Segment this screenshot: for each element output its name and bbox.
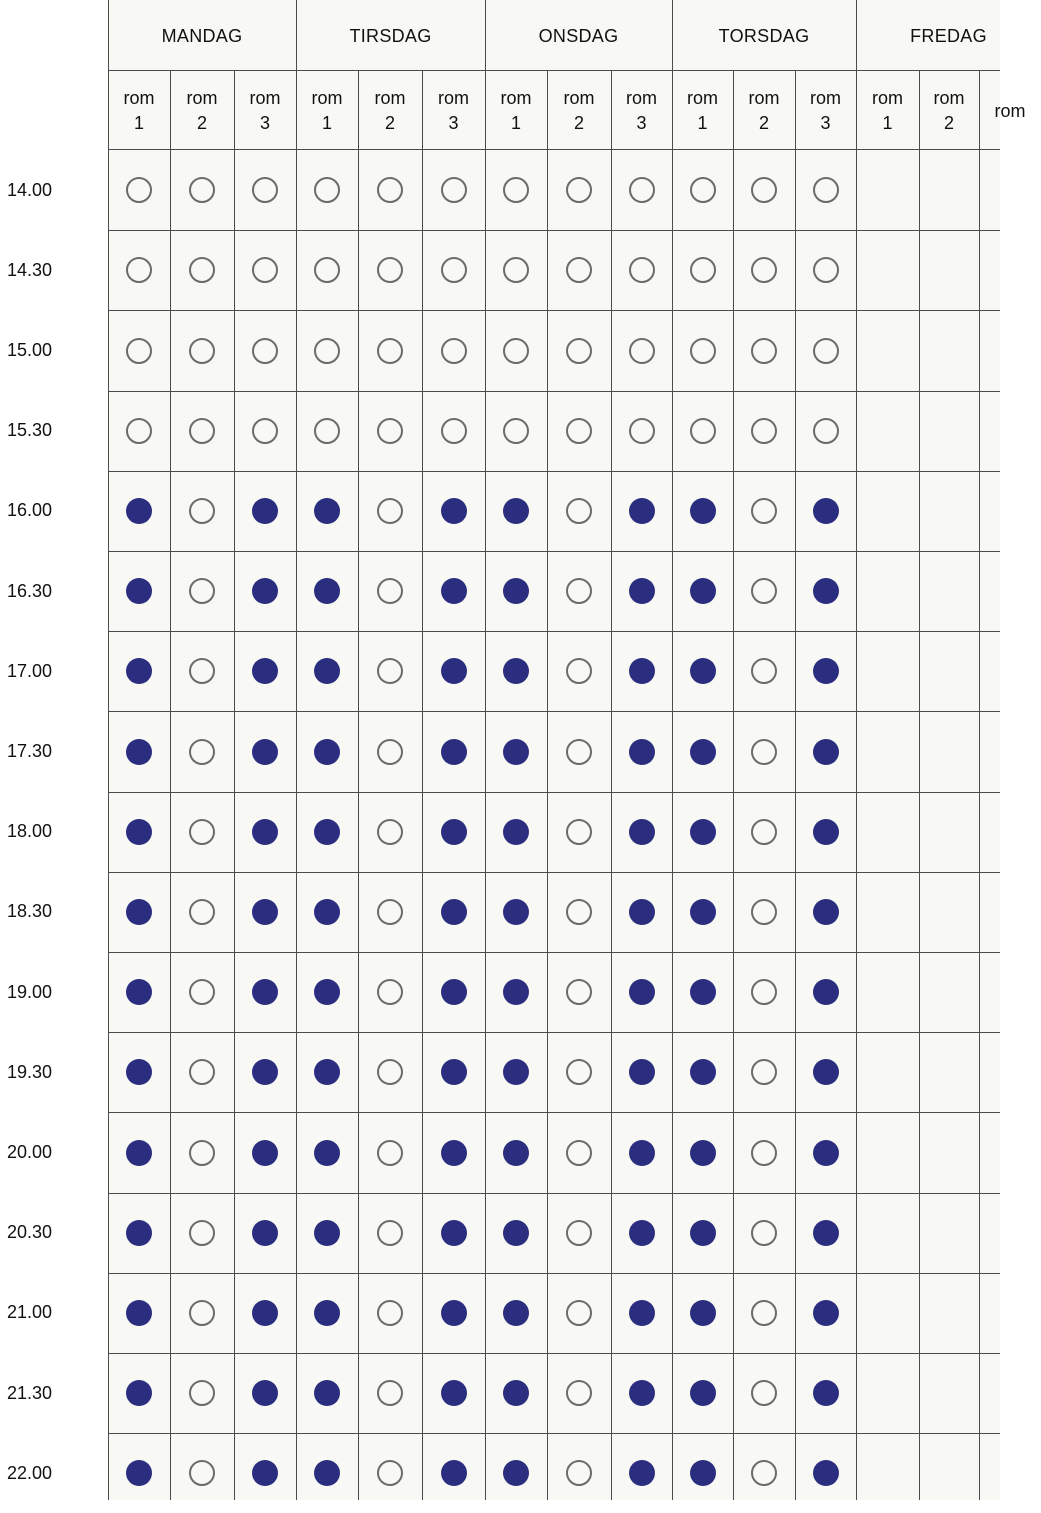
schedule-panel	[108, 0, 1000, 1500]
booked-slot-tirsdag-rom3[interactable]	[441, 1380, 467, 1406]
grid-row-divider	[108, 1193, 1000, 1194]
available-slot-torsdag-rom2[interactable]	[751, 177, 777, 203]
time-label: 14.30	[7, 259, 53, 280]
grid-row-divider	[108, 230, 1000, 231]
booked-slot-torsdag-rom3[interactable]	[813, 1220, 839, 1246]
time-label: 21.00	[7, 1302, 53, 1323]
room-header-fredag-2	[919, 72, 979, 150]
room-word: rom	[748, 88, 780, 108]
booked-slot-torsdag-rom3[interactable]	[813, 1300, 839, 1326]
booked-slot-onsdag-rom1[interactable]	[503, 1380, 529, 1406]
booked-slot-onsdag-rom3[interactable]	[629, 979, 655, 1005]
available-slot-onsdag-rom2[interactable]	[566, 1220, 592, 1246]
time-label: 16.30	[7, 580, 53, 601]
booked-slot-onsdag-rom1[interactable]	[503, 979, 529, 1005]
available-slot-torsdag-rom2[interactable]	[751, 899, 777, 925]
available-slot-onsdag-rom2[interactable]	[566, 1380, 592, 1406]
room-header-torsdag-3	[795, 72, 856, 150]
booked-slot-tirsdag-rom3[interactable]	[441, 1460, 467, 1486]
time-label: 18.00	[7, 821, 53, 842]
booked-slot-mandag-rom1[interactable]	[126, 1300, 152, 1326]
booked-slot-onsdag-rom1[interactable]	[503, 1300, 529, 1326]
room-word: rom	[249, 88, 281, 108]
time-label: 15.00	[7, 339, 53, 360]
booked-slot-torsdag-rom3[interactable]	[813, 1140, 839, 1166]
available-slot-onsdag-rom2[interactable]	[566, 177, 592, 203]
room-word: rom	[123, 88, 155, 108]
available-slot-mandag-rom1[interactable]	[126, 177, 152, 203]
booked-slot-torsdag-rom3[interactable]	[813, 739, 839, 765]
grid-row-divider	[108, 792, 1000, 793]
available-slot-tirsdag-rom2[interactable]	[377, 418, 403, 444]
booked-slot-onsdag-rom3[interactable]	[629, 819, 655, 845]
booked-slot-onsdag-rom1[interactable]	[503, 899, 529, 925]
room-number: 2	[196, 113, 207, 133]
available-slot-torsdag-rom1[interactable]	[690, 418, 716, 444]
grid-row-divider	[108, 872, 1000, 873]
available-slot-tirsdag-rom2[interactable]	[377, 899, 403, 925]
available-slot-torsdag-rom2[interactable]	[751, 418, 777, 444]
available-slot-torsdag-rom2[interactable]	[751, 739, 777, 765]
available-slot-torsdag-rom2[interactable]	[751, 979, 777, 1005]
booked-slot-torsdag-rom1[interactable]	[690, 1220, 716, 1246]
booked-slot-torsdag-rom1[interactable]	[690, 819, 716, 845]
available-slot-mandag-rom3[interactable]	[252, 418, 278, 444]
booked-slot-torsdag-rom1[interactable]	[690, 739, 716, 765]
room-number: 2	[573, 113, 584, 133]
available-slot-onsdag-rom2[interactable]	[566, 819, 592, 845]
booked-slot-onsdag-rom1[interactable]	[503, 1140, 529, 1166]
day-header-fredag: FREDAG	[910, 25, 987, 46]
booked-slot-torsdag-rom1[interactable]	[690, 1300, 716, 1326]
available-slot-mandag-rom3[interactable]	[252, 338, 278, 364]
grid-row-divider	[108, 711, 1000, 712]
booked-slot-tirsdag-rom1[interactable]	[314, 739, 340, 765]
available-slot-torsdag-rom1[interactable]	[690, 177, 716, 203]
room-column-divider	[547, 70, 548, 1500]
available-slot-tirsdag-rom1[interactable]	[314, 418, 340, 444]
booked-slot-mandag-rom1[interactable]	[126, 1220, 152, 1246]
booked-slot-tirsdag-rom3[interactable]	[441, 979, 467, 1005]
room-header-tirsdag-3	[422, 72, 485, 150]
available-slot-tirsdag-rom3[interactable]	[441, 177, 467, 203]
booked-slot-mandag-rom3[interactable]	[252, 1300, 278, 1326]
available-slot-torsdag-rom2[interactable]	[751, 1300, 777, 1326]
room-header-fredag-3	[979, 72, 1041, 150]
available-slot-torsdag-rom2[interactable]	[751, 578, 777, 604]
booked-slot-onsdag-rom3[interactable]	[629, 1140, 655, 1166]
booked-slot-tirsdag-rom3[interactable]	[441, 1140, 467, 1166]
booked-slot-mandag-rom1[interactable]	[126, 979, 152, 1005]
time-label: 15.30	[7, 420, 53, 441]
booked-slot-torsdag-rom1[interactable]	[690, 979, 716, 1005]
booked-slot-tirsdag-rom3[interactable]	[441, 1220, 467, 1246]
booked-slot-mandag-rom1[interactable]	[126, 819, 152, 845]
room-column-divider	[170, 70, 171, 1500]
booked-slot-onsdag-rom3[interactable]	[629, 498, 655, 524]
available-slot-tirsdag-rom2[interactable]	[377, 578, 403, 604]
room-word: rom	[500, 88, 532, 108]
room-word: rom	[186, 88, 218, 108]
booked-slot-mandag-rom1[interactable]	[126, 1140, 152, 1166]
booked-slot-tirsdag-rom1[interactable]	[314, 899, 340, 925]
available-slot-mandag-rom1[interactable]	[126, 338, 152, 364]
available-slot-tirsdag-rom1[interactable]	[314, 177, 340, 203]
day-header-torsdag: TORSDAG	[718, 25, 810, 46]
grid-row-divider	[108, 471, 1000, 472]
booked-slot-torsdag-rom1[interactable]	[690, 498, 716, 524]
room-header-onsdag-1	[485, 72, 547, 150]
booked-slot-torsdag-rom3[interactable]	[813, 1380, 839, 1406]
room-word: rom	[810, 88, 841, 108]
booked-slot-torsdag-rom3[interactable]	[813, 498, 839, 524]
booked-slot-tirsdag-rom1[interactable]	[314, 578, 340, 604]
available-slot-tirsdag-rom2[interactable]	[377, 739, 403, 765]
available-slot-onsdag-rom2[interactable]	[566, 1140, 592, 1166]
room-number: 2	[758, 113, 769, 133]
room-column-divider	[234, 70, 235, 1500]
booked-slot-tirsdag-rom3[interactable]	[441, 498, 467, 524]
time-label: 20.30	[7, 1222, 53, 1243]
available-slot-tirsdag-rom3[interactable]	[441, 418, 467, 444]
room-header-tirsdag-1	[296, 72, 358, 150]
available-slot-onsdag-rom3[interactable]	[629, 418, 655, 444]
available-slot-mandag-rom2[interactable]	[189, 979, 215, 1005]
booked-slot-onsdag-rom3[interactable]	[629, 1220, 655, 1246]
booked-slot-onsdag-rom1[interactable]	[503, 739, 529, 765]
available-slot-onsdag-rom2[interactable]	[566, 338, 592, 364]
booked-slot-tirsdag-rom3[interactable]	[441, 1300, 467, 1326]
booked-slot-tirsdag-rom1[interactable]	[314, 1380, 340, 1406]
room-column-divider	[611, 70, 612, 1500]
booked-slot-tirsdag-rom3[interactable]	[441, 578, 467, 604]
booked-slot-tirsdag-rom3[interactable]	[441, 899, 467, 925]
available-slot-tirsdag-rom2[interactable]	[377, 338, 403, 364]
available-slot-tirsdag-rom2[interactable]	[377, 1380, 403, 1406]
grid-row-divider	[108, 1032, 1000, 1033]
time-label: 20.00	[7, 1141, 53, 1162]
room-number: 1	[882, 113, 893, 133]
booked-slot-tirsdag-rom1[interactable]	[314, 1300, 340, 1326]
room-column-divider	[979, 70, 980, 1500]
available-slot-mandag-rom1[interactable]	[126, 418, 152, 444]
available-slot-tirsdag-rom2[interactable]	[377, 1300, 403, 1326]
booked-slot-tirsdag-rom1[interactable]	[314, 498, 340, 524]
day-column-divider	[485, 0, 486, 1500]
room-word: rom	[626, 88, 657, 108]
room-header-onsdag-3	[611, 72, 672, 150]
time-label: 16.00	[7, 500, 53, 521]
room-header-fredag-1	[856, 72, 919, 150]
room-number: 3	[259, 113, 270, 133]
available-slot-tirsdag-rom3[interactable]	[441, 338, 467, 364]
available-slot-onsdag-rom2[interactable]	[566, 739, 592, 765]
room-column-divider	[733, 70, 734, 1500]
grid-row-divider	[108, 1353, 1000, 1354]
booked-slot-torsdag-rom3[interactable]	[813, 1059, 839, 1085]
available-slot-mandag-rom2[interactable]	[189, 739, 215, 765]
booked-slot-onsdag-rom3[interactable]	[629, 1380, 655, 1406]
day-column-divider	[856, 0, 857, 1500]
room-number: 1	[510, 113, 521, 133]
available-slot-mandag-rom2[interactable]	[189, 578, 215, 604]
time-label: 22.00	[7, 1462, 53, 1483]
booked-slot-tirsdag-rom3[interactable]	[441, 819, 467, 845]
available-slot-mandag-rom2[interactable]	[189, 177, 215, 203]
room-header-mandag-1	[108, 72, 170, 150]
available-slot-tirsdag-rom3[interactable]	[441, 257, 467, 283]
available-slot-torsdag-rom3[interactable]	[813, 338, 839, 364]
booked-slot-tirsdag-rom3[interactable]	[441, 658, 467, 684]
booked-slot-onsdag-rom3[interactable]	[629, 739, 655, 765]
booked-slot-mandag-rom3[interactable]	[252, 979, 278, 1005]
available-slot-torsdag-rom3[interactable]	[813, 257, 839, 283]
day-header-onsdag: ONSDAG	[538, 25, 619, 46]
booked-slot-mandag-rom3[interactable]	[252, 1220, 278, 1246]
grid-row-divider	[108, 551, 1000, 552]
room-word: rom	[438, 88, 469, 108]
room-header-torsdag-1	[672, 72, 733, 150]
booked-slot-mandag-rom3[interactable]	[252, 1380, 278, 1406]
available-slot-onsdag-rom1[interactable]	[503, 418, 529, 444]
room-word: rom	[374, 88, 406, 108]
booked-slot-torsdag-rom3[interactable]	[813, 658, 839, 684]
available-slot-mandag-rom2[interactable]	[189, 1220, 215, 1246]
time-label: 18.30	[7, 901, 53, 922]
available-slot-onsdag-rom2[interactable]	[566, 1300, 592, 1326]
booked-slot-onsdag-rom1[interactable]	[503, 578, 529, 604]
available-slot-onsdag-rom1[interactable]	[503, 177, 529, 203]
booked-slot-torsdag-rom1[interactable]	[690, 658, 716, 684]
day-header-mandag: MANDAG	[161, 25, 243, 46]
available-slot-onsdag-rom3[interactable]	[629, 257, 655, 283]
booked-slot-mandag-rom3[interactable]	[252, 498, 278, 524]
room-number: 3	[820, 113, 831, 133]
available-slot-mandag-rom2[interactable]	[189, 498, 215, 524]
grid-row-divider	[108, 631, 1000, 632]
booked-slot-mandag-rom1[interactable]	[126, 739, 152, 765]
room-header-mandag-2	[170, 72, 234, 150]
grid-row-divider	[108, 1112, 1000, 1113]
booked-slot-mandag-rom1[interactable]	[126, 899, 152, 925]
booked-slot-mandag-rom1[interactable]	[126, 1380, 152, 1406]
available-slot-tirsdag-rom2[interactable]	[377, 498, 403, 524]
available-slot-tirsdag-rom1[interactable]	[314, 338, 340, 364]
available-slot-tirsdag-rom2[interactable]	[377, 1140, 403, 1166]
booked-slot-torsdag-rom1[interactable]	[690, 1460, 716, 1486]
booked-slot-torsdag-rom3[interactable]	[813, 979, 839, 1005]
booked-slot-torsdag-rom1[interactable]	[690, 578, 716, 604]
time-label: 19.00	[7, 981, 53, 1002]
available-slot-onsdag-rom2[interactable]	[566, 979, 592, 1005]
booked-slot-onsdag-rom1[interactable]	[503, 498, 529, 524]
booked-slot-tirsdag-rom1[interactable]	[314, 1220, 340, 1246]
day-header-tirsdag: TIRSDAG	[349, 25, 432, 46]
room-number: 1	[321, 113, 332, 133]
booked-slot-torsdag-rom3[interactable]	[813, 578, 839, 604]
booked-slot-mandag-rom3[interactable]	[252, 739, 278, 765]
booked-slot-tirsdag-rom3[interactable]	[441, 1059, 467, 1085]
room-number: 3	[636, 113, 647, 133]
grid-row-divider	[108, 1273, 1000, 1274]
day-column-divider	[108, 0, 109, 1500]
room-header-mandag-3	[234, 72, 296, 150]
day-column-divider	[296, 0, 297, 1500]
available-slot-onsdag-rom2[interactable]	[566, 498, 592, 524]
available-slot-torsdag-rom1[interactable]	[690, 257, 716, 283]
booked-slot-mandag-rom3[interactable]	[252, 899, 278, 925]
available-slot-onsdag-rom2[interactable]	[566, 578, 592, 604]
available-slot-torsdag-rom1[interactable]	[690, 338, 716, 364]
booked-slot-torsdag-rom1[interactable]	[690, 1380, 716, 1406]
available-slot-torsdag-rom3[interactable]	[813, 177, 839, 203]
available-slot-onsdag-rom3[interactable]	[629, 338, 655, 364]
available-slot-tirsdag-rom2[interactable]	[377, 979, 403, 1005]
booked-slot-torsdag-rom3[interactable]	[813, 899, 839, 925]
available-slot-mandag-rom2[interactable]	[189, 418, 215, 444]
booked-slot-mandag-rom1[interactable]	[126, 498, 152, 524]
room-column-divider	[795, 70, 796, 1500]
available-slot-torsdag-rom2[interactable]	[751, 1380, 777, 1406]
grid-row-divider	[108, 310, 1000, 311]
available-slot-mandag-rom2[interactable]	[189, 338, 215, 364]
booked-slot-onsdag-rom1[interactable]	[503, 1220, 529, 1246]
room-number: 1	[697, 113, 708, 133]
available-slot-tirsdag-rom2[interactable]	[377, 1220, 403, 1246]
room-word: rom	[687, 88, 718, 108]
room-column-divider	[422, 70, 423, 1500]
booked-slot-torsdag-rom1[interactable]	[690, 1140, 716, 1166]
booked-slot-torsdag-rom3[interactable]	[813, 1460, 839, 1486]
booked-slot-tirsdag-rom1[interactable]	[314, 1140, 340, 1166]
room-word: rom	[933, 88, 965, 108]
booked-slot-torsdag-rom3[interactable]	[813, 819, 839, 845]
available-slot-torsdag-rom2[interactable]	[751, 1140, 777, 1166]
room-word: rom	[563, 88, 595, 108]
available-slot-onsdag-rom2[interactable]	[566, 899, 592, 925]
booked-slot-tirsdag-rom1[interactable]	[314, 819, 340, 845]
available-slot-mandag-rom2[interactable]	[189, 1380, 215, 1406]
room-word: rom	[872, 88, 903, 108]
room-number: 2	[943, 113, 954, 133]
booked-slot-onsdag-rom3[interactable]	[629, 658, 655, 684]
time-label: 14.00	[7, 179, 53, 200]
booked-slot-tirsdag-rom1[interactable]	[314, 979, 340, 1005]
grid-row-divider	[108, 1433, 1000, 1434]
available-slot-onsdag-rom3[interactable]	[629, 177, 655, 203]
available-slot-tirsdag-rom2[interactable]	[377, 177, 403, 203]
booked-slot-onsdag-rom1[interactable]	[503, 819, 529, 845]
room-number: 3	[448, 113, 459, 133]
room-column-divider	[919, 70, 920, 1500]
room-word: rom	[311, 88, 343, 108]
available-slot-mandag-rom3[interactable]	[252, 177, 278, 203]
available-slot-mandag-rom2[interactable]	[189, 1140, 215, 1166]
booked-slot-onsdag-rom3[interactable]	[629, 899, 655, 925]
day-column-divider	[672, 0, 673, 1500]
booked-slot-mandag-rom1[interactable]	[126, 578, 152, 604]
booked-slot-tirsdag-rom3[interactable]	[441, 739, 467, 765]
booked-slot-mandag-rom3[interactable]	[252, 819, 278, 845]
booked-slot-torsdag-rom1[interactable]	[690, 899, 716, 925]
booked-slot-onsdag-rom3[interactable]	[629, 1460, 655, 1486]
booked-slot-onsdag-rom3[interactable]	[629, 1059, 655, 1085]
available-slot-mandag-rom2[interactable]	[189, 819, 215, 845]
room-word: rom	[994, 100, 1026, 121]
booked-slot-mandag-rom3[interactable]	[252, 578, 278, 604]
available-slot-torsdag-rom2[interactable]	[751, 498, 777, 524]
time-label: 17.00	[7, 660, 53, 681]
room-number: 1	[133, 113, 144, 133]
available-slot-onsdag-rom2[interactable]	[566, 418, 592, 444]
available-slot-torsdag-rom2[interactable]	[751, 1220, 777, 1246]
room-header-torsdag-2	[733, 72, 795, 150]
booked-slot-onsdag-rom3[interactable]	[629, 578, 655, 604]
time-label: 19.30	[7, 1061, 53, 1082]
grid-row-divider	[108, 391, 1000, 392]
available-slot-torsdag-rom2[interactable]	[751, 819, 777, 845]
room-header-tirsdag-2	[358, 72, 422, 150]
available-slot-mandag-rom2[interactable]	[189, 1300, 215, 1326]
available-slot-tirsdag-rom2[interactable]	[377, 819, 403, 845]
booked-slot-torsdag-rom1[interactable]	[690, 1059, 716, 1085]
room-header-onsdag-2	[547, 72, 611, 150]
available-slot-torsdag-rom2[interactable]	[751, 338, 777, 364]
room-number: 2	[384, 113, 395, 133]
grid-row-divider	[108, 952, 1000, 953]
available-slot-mandag-rom2[interactable]	[189, 899, 215, 925]
available-slot-onsdag-rom1[interactable]	[503, 338, 529, 364]
available-slot-torsdag-rom3[interactable]	[813, 418, 839, 444]
time-label: 21.30	[7, 1382, 53, 1403]
booked-slot-onsdag-rom3[interactable]	[629, 1300, 655, 1326]
booked-slot-mandag-rom3[interactable]	[252, 1140, 278, 1166]
room-column-divider	[358, 70, 359, 1500]
time-label: 17.30	[7, 740, 53, 761]
